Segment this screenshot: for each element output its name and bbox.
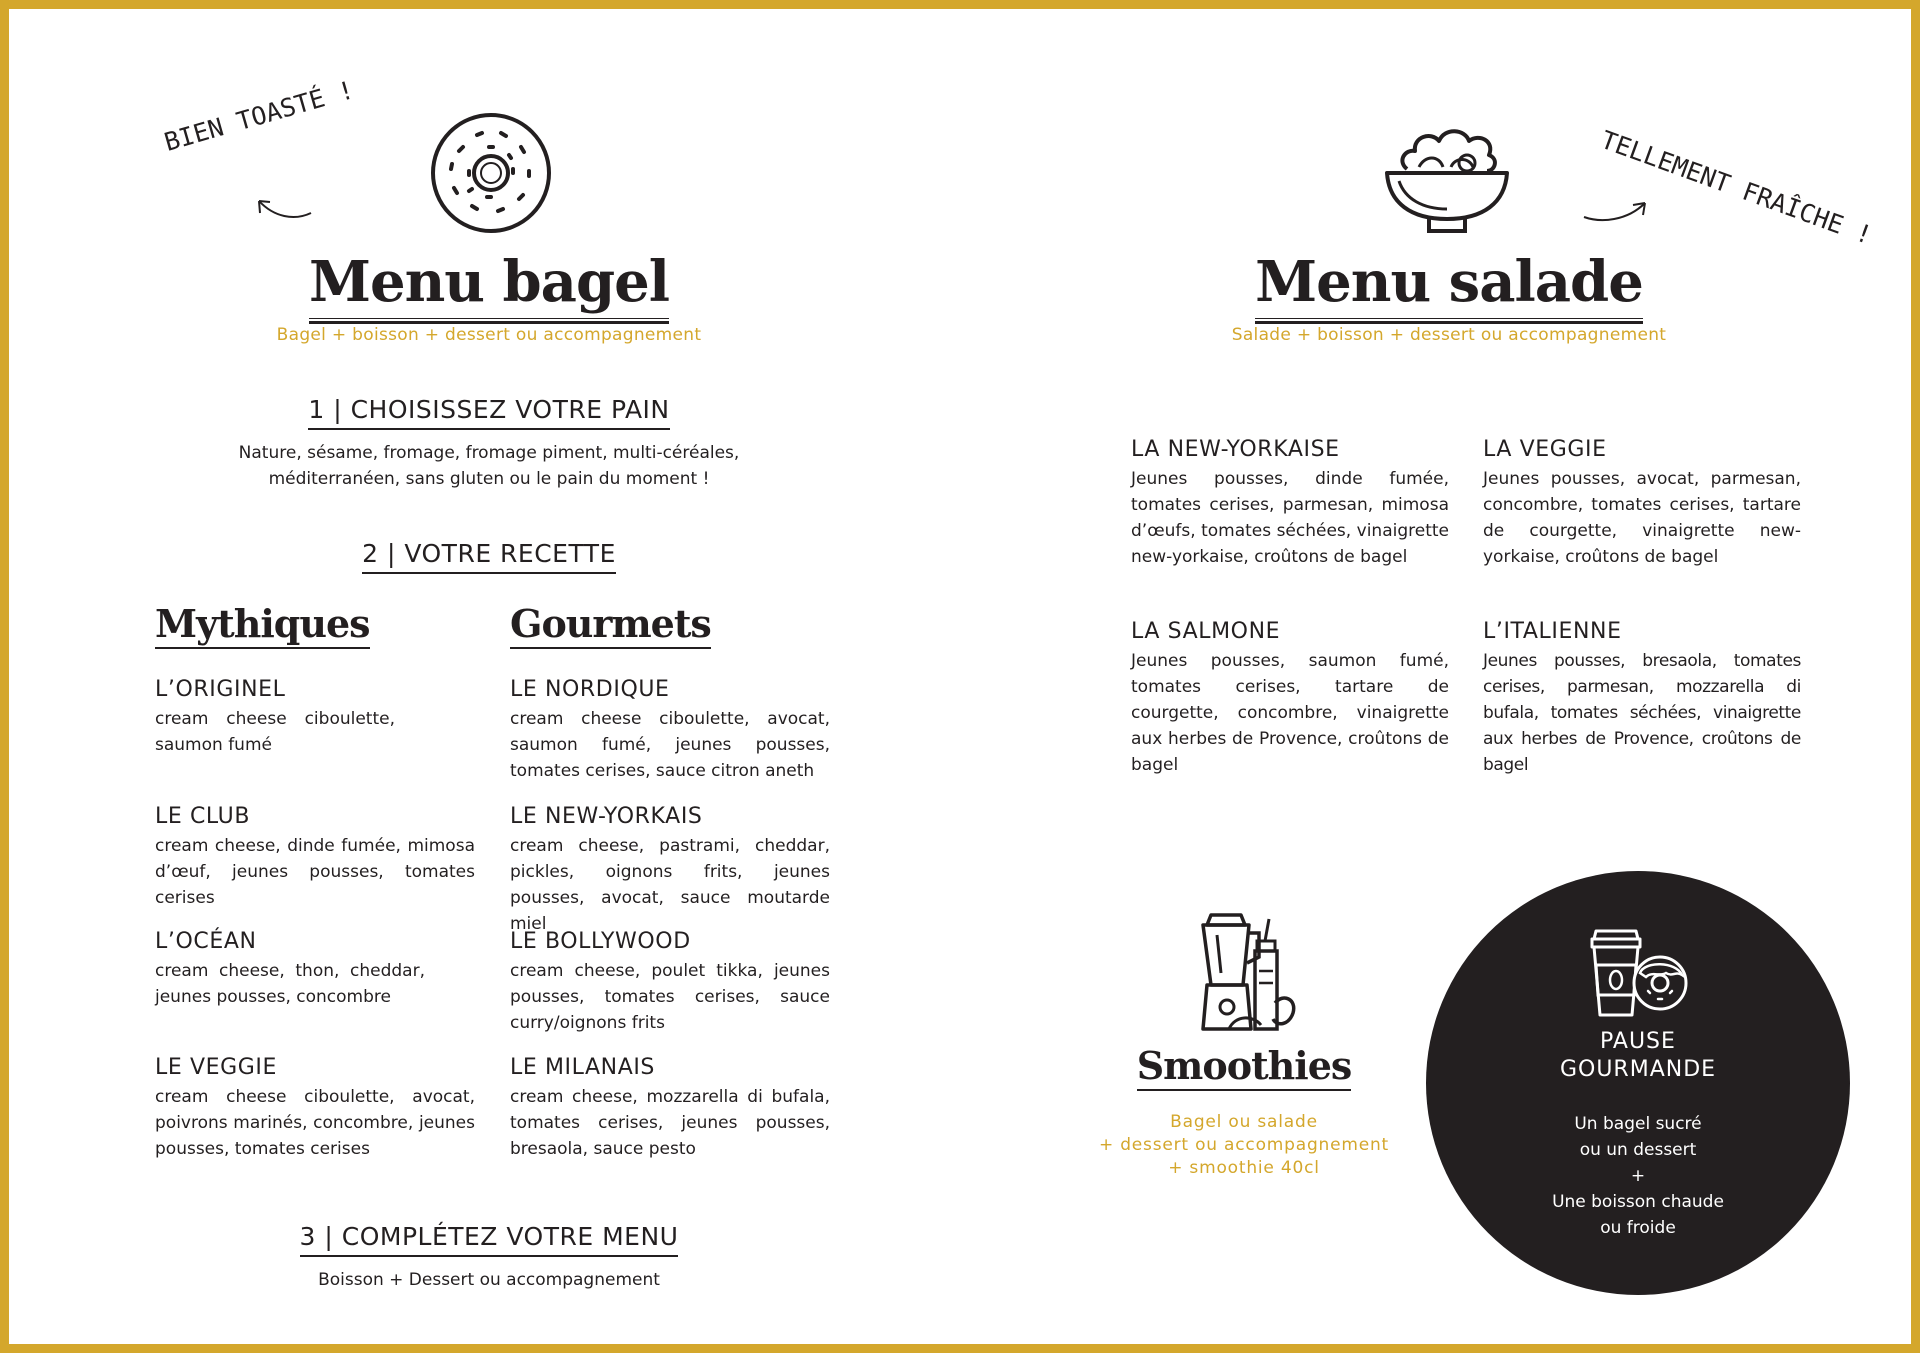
list-item: [155, 804, 475, 911]
list-item: [155, 1055, 475, 1162]
item-name: LE NEW-YORKAIS: [510, 804, 703, 829]
step-1-title: 1 | CHOISISSEZ VOTRE PAIN: [189, 395, 789, 430]
item-description: cream cheese, mozzarella di bufala, tomates cerises, jeunes pousses, bresaola, sauce pesto: [510, 1087, 830, 1159]
smoothies-title: Smoothies: [1109, 1043, 1379, 1091]
curved-arrow-icon: [249, 189, 319, 229]
item-name: LE MILANAIS: [510, 1055, 655, 1080]
curved-arrow-icon: [1579, 189, 1659, 229]
bagel-menu-subtitle: Bagel + boisson + dessert ou accompagnement: [276, 325, 702, 345]
salad-bowl-icon: [1379, 119, 1515, 239]
list-item: [510, 804, 830, 937]
step-3-text: Boisson + Dessert ou accompagnement: [318, 1270, 660, 1290]
item-description: cream cheese ciboulette, avocat, saumon fumé, jeunes pousses, tomates cerises, sauce citron aneth: [510, 709, 830, 781]
item-name: L’ORIGINEL: [155, 677, 286, 702]
item-description: Jeunes pousses, saumon fumé, tomates cerises, tartare de courgette, concombre, vinaigrette aux herbes de Provence, croûtons de bagel: [1131, 651, 1449, 775]
item-name: L’OCÉAN: [155, 929, 257, 954]
item-name: LA NEW-YORKAISE: [1131, 437, 1340, 462]
item-name: LE CLUB: [155, 804, 251, 829]
step-3-title: 3 | COMPLÉTEZ VOTRE MENU: [189, 1222, 789, 1257]
list-item: [155, 929, 475, 1010]
pause-gourmande-title: PAUSE GOURMANDE: [1559, 1029, 1717, 1082]
item-name: LE BOLLYWOOD: [510, 929, 691, 954]
blender-icon: [1189, 911, 1299, 1035]
step-1-bread-list: Nature, sésame, fromage, fromage piment, multi-céréales, méditerranéen, sans gluten ou le pain du moment !: [238, 443, 740, 489]
item-description: cream cheese, dinde fumée, mimosa d’œuf, jeunes pousses, tomates cerises: [155, 836, 475, 908]
salad-annotation: TELLEMENT FRAÎCHE !: [1597, 125, 1876, 251]
bagel-annotation: BIEN TOASTÉ !: [161, 75, 358, 157]
list-item: [510, 1055, 830, 1162]
item-description: cream cheese ciboulette, avocat, poivrons marinés, concombre, jeunes pousses, tomates cerises: [155, 1087, 475, 1159]
list-item: [510, 677, 830, 784]
salad-menu-title: Menu salade: [1199, 249, 1699, 324]
list-item: [1483, 437, 1801, 570]
smoothies-description: Bagel ou salade + dessert ou accompagnement + smoothie 40cl: [1098, 1112, 1390, 1178]
mythiques-title: Mythiques: [155, 601, 370, 649]
list-item: [1131, 437, 1449, 570]
item-description: cream cheese, pastrami, cheddar, pickles, oignons frits, jeunes pousses, avocat, sauce moutarde miel: [510, 836, 830, 934]
item-name: LA VEGGIE: [1483, 437, 1607, 462]
item-name: LE NORDIQUE: [510, 677, 670, 702]
bagel-menu-title: Menu bagel: [239, 249, 739, 324]
item-name: LE VEGGIE: [155, 1055, 277, 1080]
item-name: L’ITALIENNE: [1483, 619, 1622, 644]
pause-gourmande-circle: [1426, 871, 1850, 1295]
salad-menu-subtitle: Salade + boisson + dessert ou accompagnement: [1231, 325, 1667, 345]
list-item: [155, 677, 475, 758]
list-item: [1483, 619, 1801, 778]
item-description: Jeunes pousses, bresaola, tomates cerises, parmesan, mozzarella di bufala, tomates séchées, vinaigrette aux herbes de Provence, croûtons de bagel: [1483, 651, 1801, 775]
item-description: Jeunes pousses, avocat, parmesan, concombre, tomates cerises, tartare de courgette, vinaigrette new-yorkaise, croûtons de bagel: [1483, 469, 1801, 567]
item-description: cream cheese, poulet tikka, jeunes pousses, tomates cerises, sauce curry/oignons frits: [510, 961, 830, 1033]
pause-gourmande-text: Un bagel sucré ou un dessert + Une boisson chaude ou froide: [1552, 1114, 1724, 1238]
item-description: cream cheese ciboulette, saumon fumé: [155, 709, 395, 755]
item-description: cream cheese, thon, cheddar, jeunes pousses, concombre: [155, 961, 425, 1007]
list-item: [1131, 619, 1449, 778]
coffee-donut-icon: [1586, 927, 1690, 1019]
step-2-title: 2 | VOTRE RECETTE: [189, 539, 789, 574]
item-name: LA SALMONE: [1131, 619, 1281, 644]
bagel-icon: [429, 111, 553, 235]
list-item: [510, 929, 830, 1036]
item-description: Jeunes pousses, dinde fumée, tomates cerises, parmesan, mimosa d’œufs, tomates séchées, vinaigrette new-yorkaise, croûtons de bagel: [1131, 469, 1449, 567]
gourmets-title: Gourmets: [510, 601, 711, 649]
